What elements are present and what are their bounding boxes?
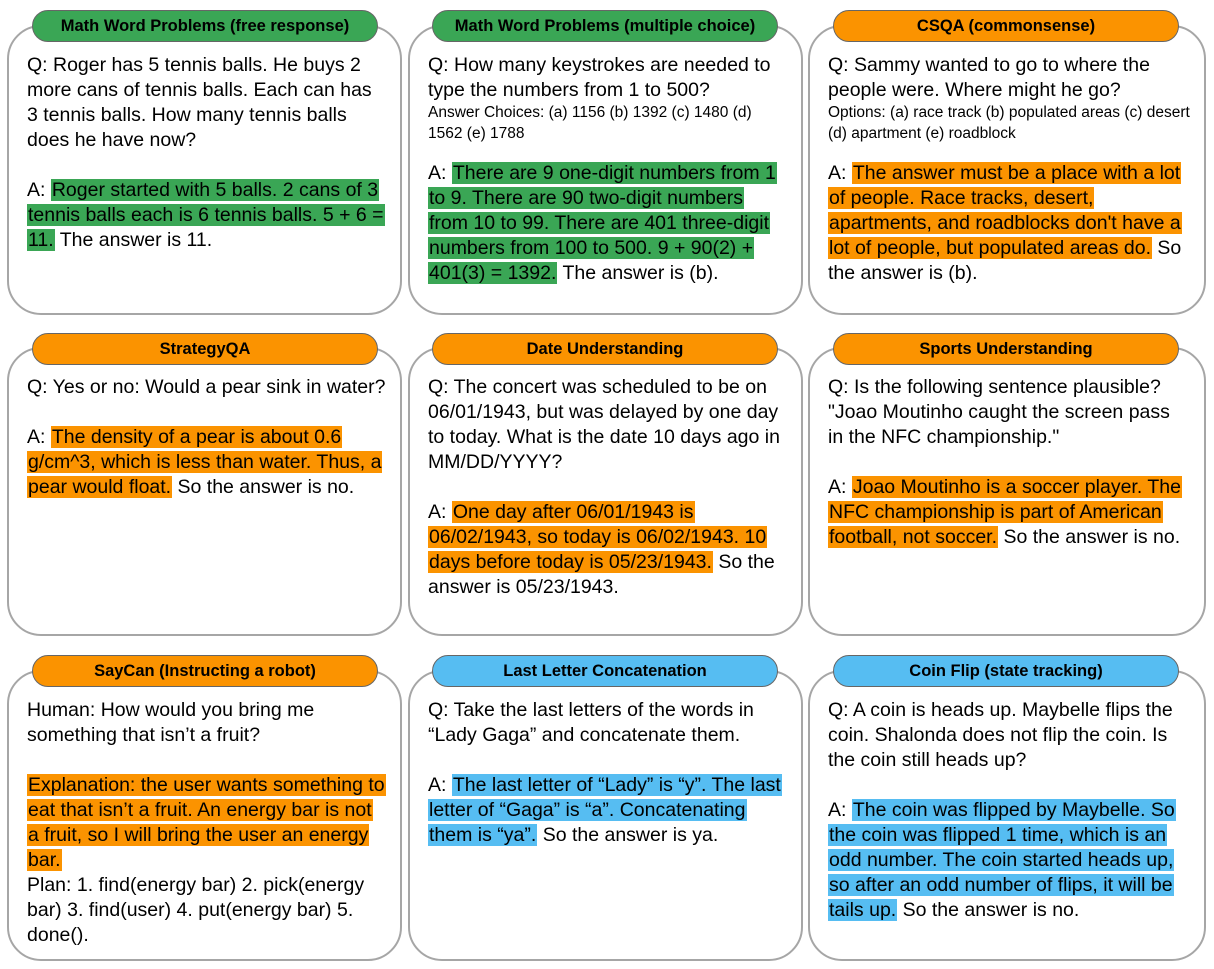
question-text: Q: Is the following sentence plausible? "Joao Moutinho caught the screen pass in the NFC championship." xyxy=(828,376,1170,448)
question-text: Human: How would you bring me something that isn’t a fruit? xyxy=(27,699,315,746)
answer-text xyxy=(428,161,787,286)
card-math-free xyxy=(7,25,402,315)
answer-prefix: A: xyxy=(428,501,452,523)
title-pill-last-letter: Last Letter Concatenation xyxy=(432,655,778,687)
card-content xyxy=(428,53,787,286)
title-pill-math-free: Math Word Problems (free response) xyxy=(32,10,378,42)
card-math-mc xyxy=(408,25,803,315)
answer-choices: Options: (a) race track (b) populated areas (c) desert (d) apartment (e) roadblock xyxy=(828,104,1190,142)
card-sports xyxy=(808,347,1206,636)
answer-highlight: Roger started with 5 balls. 2 cans of 3 tennis balls each is 6 tennis balls. 5 + 6 = 11. xyxy=(28,179,384,251)
answer-prefix: A: xyxy=(428,774,452,796)
card-content xyxy=(828,698,1190,923)
card-strategyqa xyxy=(7,347,402,636)
answer-prefix: A: xyxy=(27,179,51,201)
answer-suffix: So the answer is no. xyxy=(172,476,355,498)
answer-text xyxy=(27,773,386,873)
answer-text xyxy=(828,475,1190,550)
answer-text xyxy=(27,178,386,253)
title-pill-date: Date Understanding xyxy=(432,333,778,365)
answer-highlight: The last letter of “Lady” is “y”. The last letter of “Gaga” is “a”. Concatenating them is “ya”. xyxy=(429,774,781,846)
title-pill-coin-flip: Coin Flip (state tracking) xyxy=(833,655,1179,687)
answer-suffix: So the answer is no. xyxy=(998,526,1181,548)
card-content xyxy=(27,53,386,253)
title-pill-csqa: CSQA (commonsense) xyxy=(833,10,1179,42)
question-text: Q: How many keystrokes are needed to type the numbers from 1 to 500? xyxy=(428,54,771,101)
question-text: Q: The concert was scheduled to be on 06/01/1943, but was delayed by one day to today. What is the date 10 days ago in MM/DD/YYYY? xyxy=(428,376,780,473)
card-coin-flip xyxy=(808,670,1206,961)
answer-highlight: One day after 06/01/1943 is 06/02/1943, so today is 06/02/1943. 10 days before today is 05/23/1943. xyxy=(429,501,767,573)
answer-highlight: There are 9 one-digit numbers from 1 to 9. There are 90 two-digit numbers from 10 to 99. There are 401 three-digit numbers from 100 to 500. 9 + 90(2) + 401(3) = 1392. xyxy=(429,162,776,284)
title-pill-sports: Sports Understanding xyxy=(833,333,1179,365)
answer-prefix: A: xyxy=(828,162,852,184)
answer-suffix: The answer is 11. xyxy=(54,229,213,251)
card-saycan xyxy=(7,670,402,961)
question-text: Q: A coin is heads up. Maybelle flips the coin. Shalonda does not flip the coin. Is the coin still heads up? xyxy=(828,699,1173,771)
answer-text xyxy=(428,773,787,848)
question-text: Q: Take the last letters of the words in “Lady Gaga” and concatenate them. xyxy=(428,699,754,746)
answer-prefix: A: xyxy=(828,476,852,498)
card-content xyxy=(828,375,1190,550)
answer-suffix: So the answer is ya. xyxy=(537,824,719,846)
answer-prefix: A: xyxy=(828,799,852,821)
card-content xyxy=(428,375,787,600)
answer-suffix: The answer is (b). xyxy=(557,262,719,284)
answer-prefix: A: xyxy=(27,426,51,448)
answer-text xyxy=(828,798,1190,923)
answer-text xyxy=(27,425,386,500)
plan-text: Plan: 1. find(energy bar) 2. pick(energy bar) 3. find(user) 4. put(energy bar) 5. done(). xyxy=(27,874,365,946)
title-pill-saycan: SayCan (Instructing a robot) xyxy=(32,655,378,687)
answer-highlight: Joao Moutinho is a soccer player. The NFC championship is part of American football, not soccer. xyxy=(829,476,1181,548)
answer-prefix: A: xyxy=(428,162,452,184)
card-csqa xyxy=(808,25,1206,315)
card-date xyxy=(408,347,803,636)
title-pill-strategyqa: StrategyQA xyxy=(32,333,378,365)
question-text: Q: Yes or no: Would a pear sink in water? xyxy=(27,376,386,398)
card-content xyxy=(27,698,386,948)
answer-text xyxy=(828,161,1190,286)
answer-suffix: So the answer is 05/23/1943. xyxy=(428,551,775,598)
question-text: Q: Sammy wanted to go to where the people were. Where might he go? xyxy=(828,54,1150,101)
answer-suffix: So the answer is no. xyxy=(897,899,1080,921)
answer-suffix: So the answer is (b). xyxy=(828,237,1182,284)
card-content xyxy=(828,53,1190,286)
answer-text xyxy=(428,500,787,600)
title-pill-math-mc: Math Word Problems (multiple choice) xyxy=(432,10,778,42)
question-text: Q: Roger has 5 tennis balls. He buys 2 more cans of tennis balls. Each can has 3 tennis balls. How many tennis balls does he have now? xyxy=(27,54,372,151)
answer-highlight: The coin was flipped by Maybelle. So the coin was flipped 1 time, which is an odd number. The coin started heads up, so after an odd number of flips, it will be tails up. xyxy=(829,799,1175,921)
card-content xyxy=(428,698,787,848)
answer-highlight: Explanation: the user wants something to eat that isn’t a fruit. An energy bar is not a fruit, so I will bring the user an energy bar. xyxy=(28,774,385,871)
answer-highlight: The answer must be a place with a lot of people. Race tracks, desert, apartments, and roadblocks don't have a lot of people, but populated areas do. xyxy=(829,162,1181,259)
card-content xyxy=(27,375,386,500)
answer-choices: Answer Choices: (a) 1156 (b) 1392 (c) 1480 (d) 1562 (e) 1788 xyxy=(428,104,752,142)
card-last-letter xyxy=(408,670,803,961)
answer-highlight: The density of a pear is about 0.6 g/cm^3, which is less than water. Thus, a pear would float. xyxy=(28,426,382,498)
